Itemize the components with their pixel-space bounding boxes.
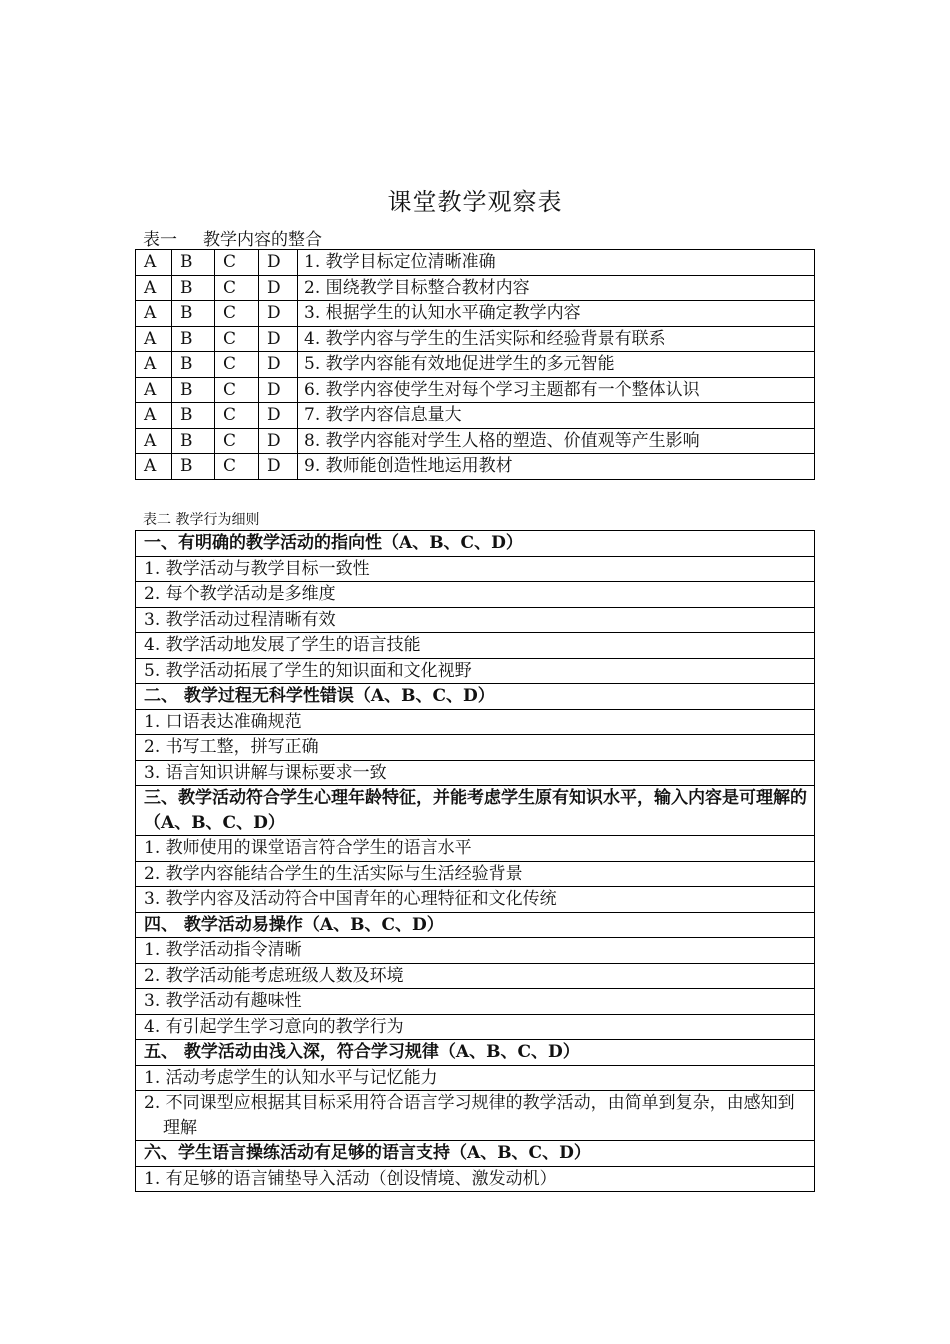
rating-option-a[interactable]: A (136, 275, 172, 301)
rating-option-d[interactable]: D (259, 326, 298, 352)
rating-option-c[interactable]: C (215, 275, 259, 301)
table-row (136, 556, 815, 582)
table-row (136, 582, 815, 608)
criterion-item: 2. 书写工整，拼写正确 (136, 735, 815, 761)
rating-option-d[interactable]: D (259, 454, 298, 480)
rating-option-d[interactable]: D (259, 352, 298, 378)
section-heading: 六、学生语言操练活动有足够的语言支持（A、B、C、D） (136, 1141, 815, 1167)
teaching-behavior-table (135, 530, 815, 1192)
criterion-item: 5. 教学活动拓展了学生的知识面和文化视野 (136, 658, 815, 684)
rating-option-d[interactable]: D (259, 403, 298, 429)
criterion-item: 3. 教学内容及活动符合中国青年的心理特征和文化传统 (136, 887, 815, 913)
criterion-item: 1. 教师使用的课堂语言符合学生的语言水平 (136, 836, 815, 862)
criterion-text: 2. 围绕教学目标整合教材内容 (298, 275, 815, 301)
criterion-item: 2. 每个教学活动是多维度 (136, 582, 815, 608)
rating-option-a[interactable]: A (136, 403, 172, 429)
rating-option-a[interactable]: A (136, 250, 172, 276)
criterion-item: 1. 教学活动与教学目标一致性 (136, 556, 815, 582)
table-row (136, 275, 815, 301)
rating-option-b[interactable]: B (172, 352, 215, 378)
table-row (136, 1091, 815, 1141)
criterion-item: 2. 教学内容能结合学生的生活实际与生活经验背景 (136, 861, 815, 887)
table-row (136, 989, 815, 1015)
rating-option-c[interactable]: C (215, 377, 259, 403)
table-row (136, 352, 815, 378)
table-row (136, 836, 815, 862)
rating-option-c[interactable]: C (215, 428, 259, 454)
section-heading-row (136, 912, 815, 938)
table-row (136, 887, 815, 913)
table-row (136, 735, 815, 761)
rating-option-b[interactable]: B (172, 403, 215, 429)
table-row (136, 377, 815, 403)
rating-option-a[interactable]: A (136, 428, 172, 454)
criterion-text: 9. 教师能创造性地运用教材 (298, 454, 815, 480)
section-heading: 一、有明确的教学活动的指向性（A、B、C、D） (136, 531, 815, 557)
section-heading: 五、 教学活动由浅入深，符合学习规律（A、B、C、D） (136, 1040, 815, 1066)
table-row (136, 250, 815, 276)
rating-option-b[interactable]: B (172, 301, 215, 327)
criterion-item: 3. 语言知识讲解与课标要求一致 (136, 760, 815, 786)
rating-option-d[interactable]: D (259, 428, 298, 454)
rating-option-d[interactable]: D (259, 275, 298, 301)
table-row (136, 1166, 815, 1192)
page-title: 课堂教学观察表 (387, 188, 563, 216)
table1-caption-prefix: 表一 (143, 230, 177, 250)
rating-option-c[interactable]: C (215, 454, 259, 480)
rating-option-b[interactable]: B (172, 250, 215, 276)
section-heading-row (136, 684, 815, 710)
rating-option-c[interactable]: C (215, 301, 259, 327)
table-row (136, 709, 815, 735)
criterion-item: 2. 教学活动能考虑班级人数及环境 (136, 963, 815, 989)
table2-caption: 表二 教学行为细则 (143, 512, 260, 528)
section-heading-row (136, 786, 815, 836)
table-row (136, 403, 815, 429)
table-row (136, 428, 815, 454)
table1-caption-title: 教学内容的整合 (203, 230, 322, 250)
criterion-text: 5. 教学内容能有效地促进学生的多元智能 (298, 352, 815, 378)
table-row (136, 963, 815, 989)
section-heading: 四、 教学活动易操作（A、B、C、D） (136, 912, 815, 938)
content-integration-table (135, 249, 815, 480)
table-row (136, 760, 815, 786)
table-row (136, 454, 815, 480)
table1-caption (143, 225, 322, 250)
rating-option-a[interactable]: A (136, 377, 172, 403)
criterion-text: 6. 教学内容使学生对每个学习主题都有一个整体认识 (298, 377, 815, 403)
rating-option-c[interactable]: C (215, 250, 259, 276)
rating-option-a[interactable]: A (136, 352, 172, 378)
criterion-text: 4. 教学内容与学生的生活实际和经验背景有联系 (298, 326, 815, 352)
criterion-item: 1. 口语表达准确规范 (136, 709, 815, 735)
criterion-text: 8. 教学内容能对学生人格的塑造、价值观等产生影响 (298, 428, 815, 454)
rating-option-a[interactable]: A (136, 454, 172, 480)
table-row (136, 938, 815, 964)
table-row (136, 326, 815, 352)
table-row (136, 633, 815, 659)
section-heading-row (136, 531, 815, 557)
criterion-text: 1. 教学目标定位清晰准确 (298, 250, 815, 276)
rating-option-b[interactable]: B (172, 454, 215, 480)
rating-option-d[interactable]: D (259, 250, 298, 276)
table-row (136, 658, 815, 684)
rating-option-d[interactable]: D (259, 377, 298, 403)
section-heading-row (136, 1141, 815, 1167)
rating-option-b[interactable]: B (172, 377, 215, 403)
table-row (136, 607, 815, 633)
rating-option-a[interactable]: A (136, 301, 172, 327)
criterion-item: 1. 教学活动指令清晰 (136, 938, 815, 964)
criterion-text: 3. 根据学生的认知水平确定教学内容 (298, 301, 815, 327)
criterion-text: 7. 教学内容信息量大 (298, 403, 815, 429)
criterion-item: 1. 有足够的语言铺垫导入活动（创设情境、激发动机） (136, 1166, 815, 1192)
criterion-item: 1. 活动考虑学生的认知水平与记忆能力 (136, 1065, 815, 1091)
section-heading: 二、 教学过程无科学性错误（A、B、C、D） (136, 684, 815, 710)
rating-option-b[interactable]: B (172, 326, 215, 352)
rating-option-b[interactable]: B (172, 428, 215, 454)
rating-option-a[interactable]: A (136, 326, 172, 352)
table-row (136, 301, 815, 327)
criterion-item: 4. 教学活动地发展了学生的语言技能 (136, 633, 815, 659)
rating-option-c[interactable]: C (215, 352, 259, 378)
criterion-item: 4. 有引起学生学习意向的教学行为 (136, 1014, 815, 1040)
table-row (136, 1065, 815, 1091)
table-row (136, 861, 815, 887)
table-row (136, 1014, 815, 1040)
criterion-item: 3. 教学活动过程清晰有效 (136, 607, 815, 633)
criterion-item: 2. 不同课型应根据其目标采用符合语言学习规律的教学活动，由简单到复杂，由感知到理解 (136, 1091, 815, 1141)
rating-option-c[interactable]: C (215, 326, 259, 352)
rating-option-c[interactable]: C (215, 403, 259, 429)
rating-option-d[interactable]: D (259, 301, 298, 327)
rating-option-b[interactable]: B (172, 275, 215, 301)
section-heading-row (136, 1040, 815, 1066)
criterion-item: 3. 教学活动有趣味性 (136, 989, 815, 1015)
section-heading: 三、教学活动符合学生心理年龄特征，并能考虑学生原有知识水平，输入内容是可理解的（A、B、C、D） (136, 786, 815, 836)
